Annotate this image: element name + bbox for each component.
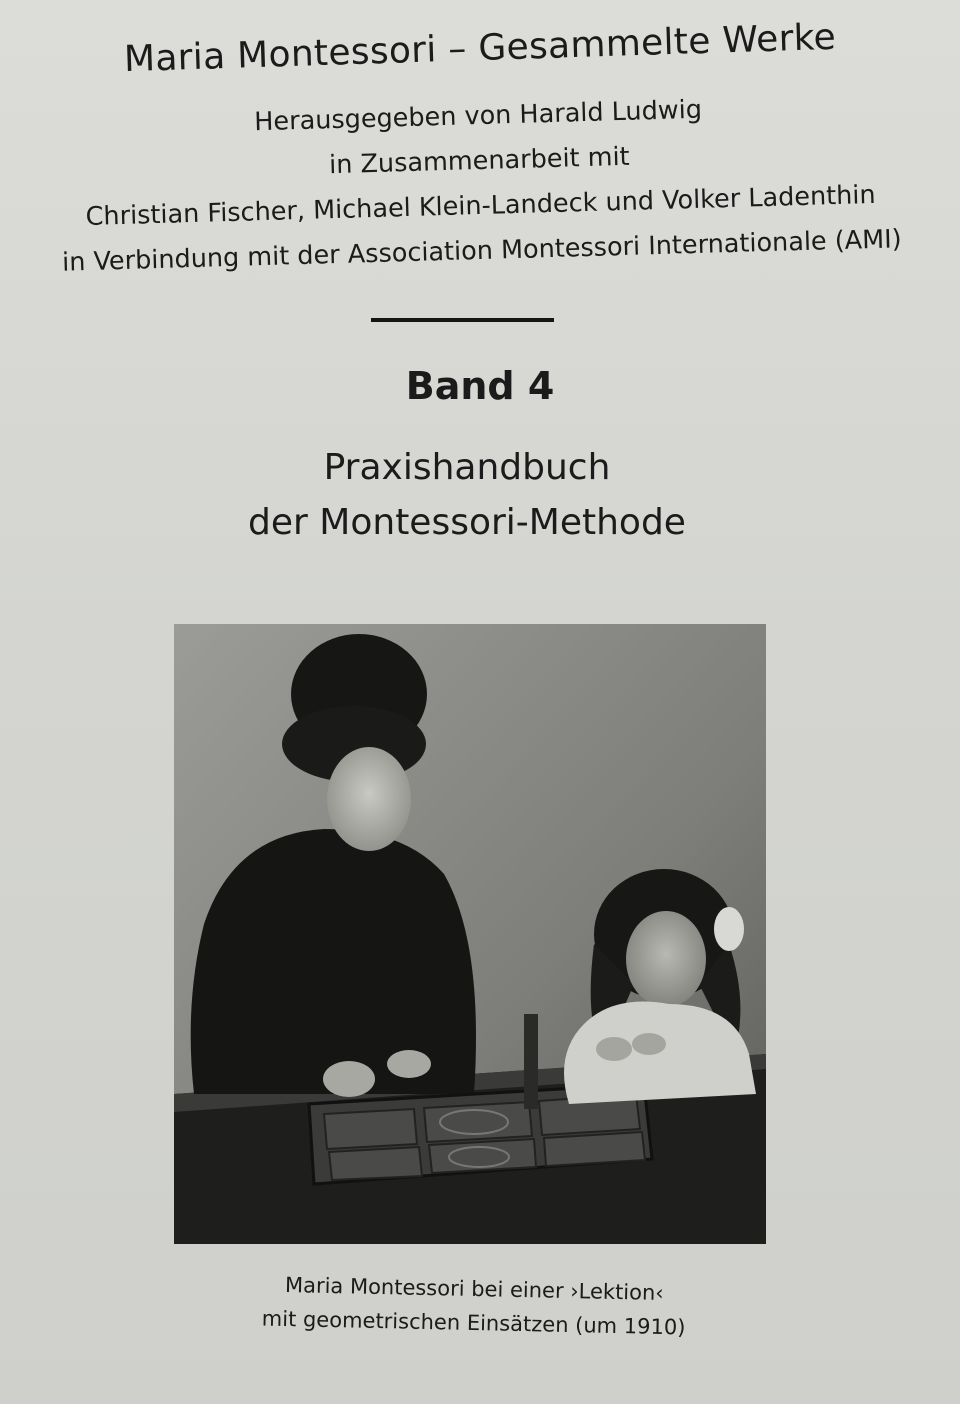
volume-title-line: der Montessori-Methode [248, 502, 686, 543]
series-title: Maria Montessori – Gesammelte Werke [123, 16, 837, 81]
credit-line: in Zusammenarbeit mit [328, 141, 630, 181]
divider-rule [371, 318, 554, 322]
credit-line: in Verbindung mit der Association Montessori Internationale (AMI) [61, 224, 902, 278]
historical-photo [174, 624, 766, 1244]
volume-number: Band 4 [405, 364, 555, 408]
photo-caption [0, 1262, 949, 1350]
editor-credits [0, 81, 960, 288]
volume-title-line: Praxishandbuch [323, 447, 611, 488]
caption-line: Maria Montessori bei einer ›Lektion‹ [284, 1273, 664, 1305]
caption-line: mit geometrischen Einsätzen (um 1910) [261, 1306, 686, 1340]
volume-title [0, 440, 934, 550]
credit-line: Herausgegeben von Harald Ludwig [253, 94, 703, 138]
credit-line: Christian Fischer, Michael Klein-Landeck und Volker Ladenthin [85, 179, 876, 233]
